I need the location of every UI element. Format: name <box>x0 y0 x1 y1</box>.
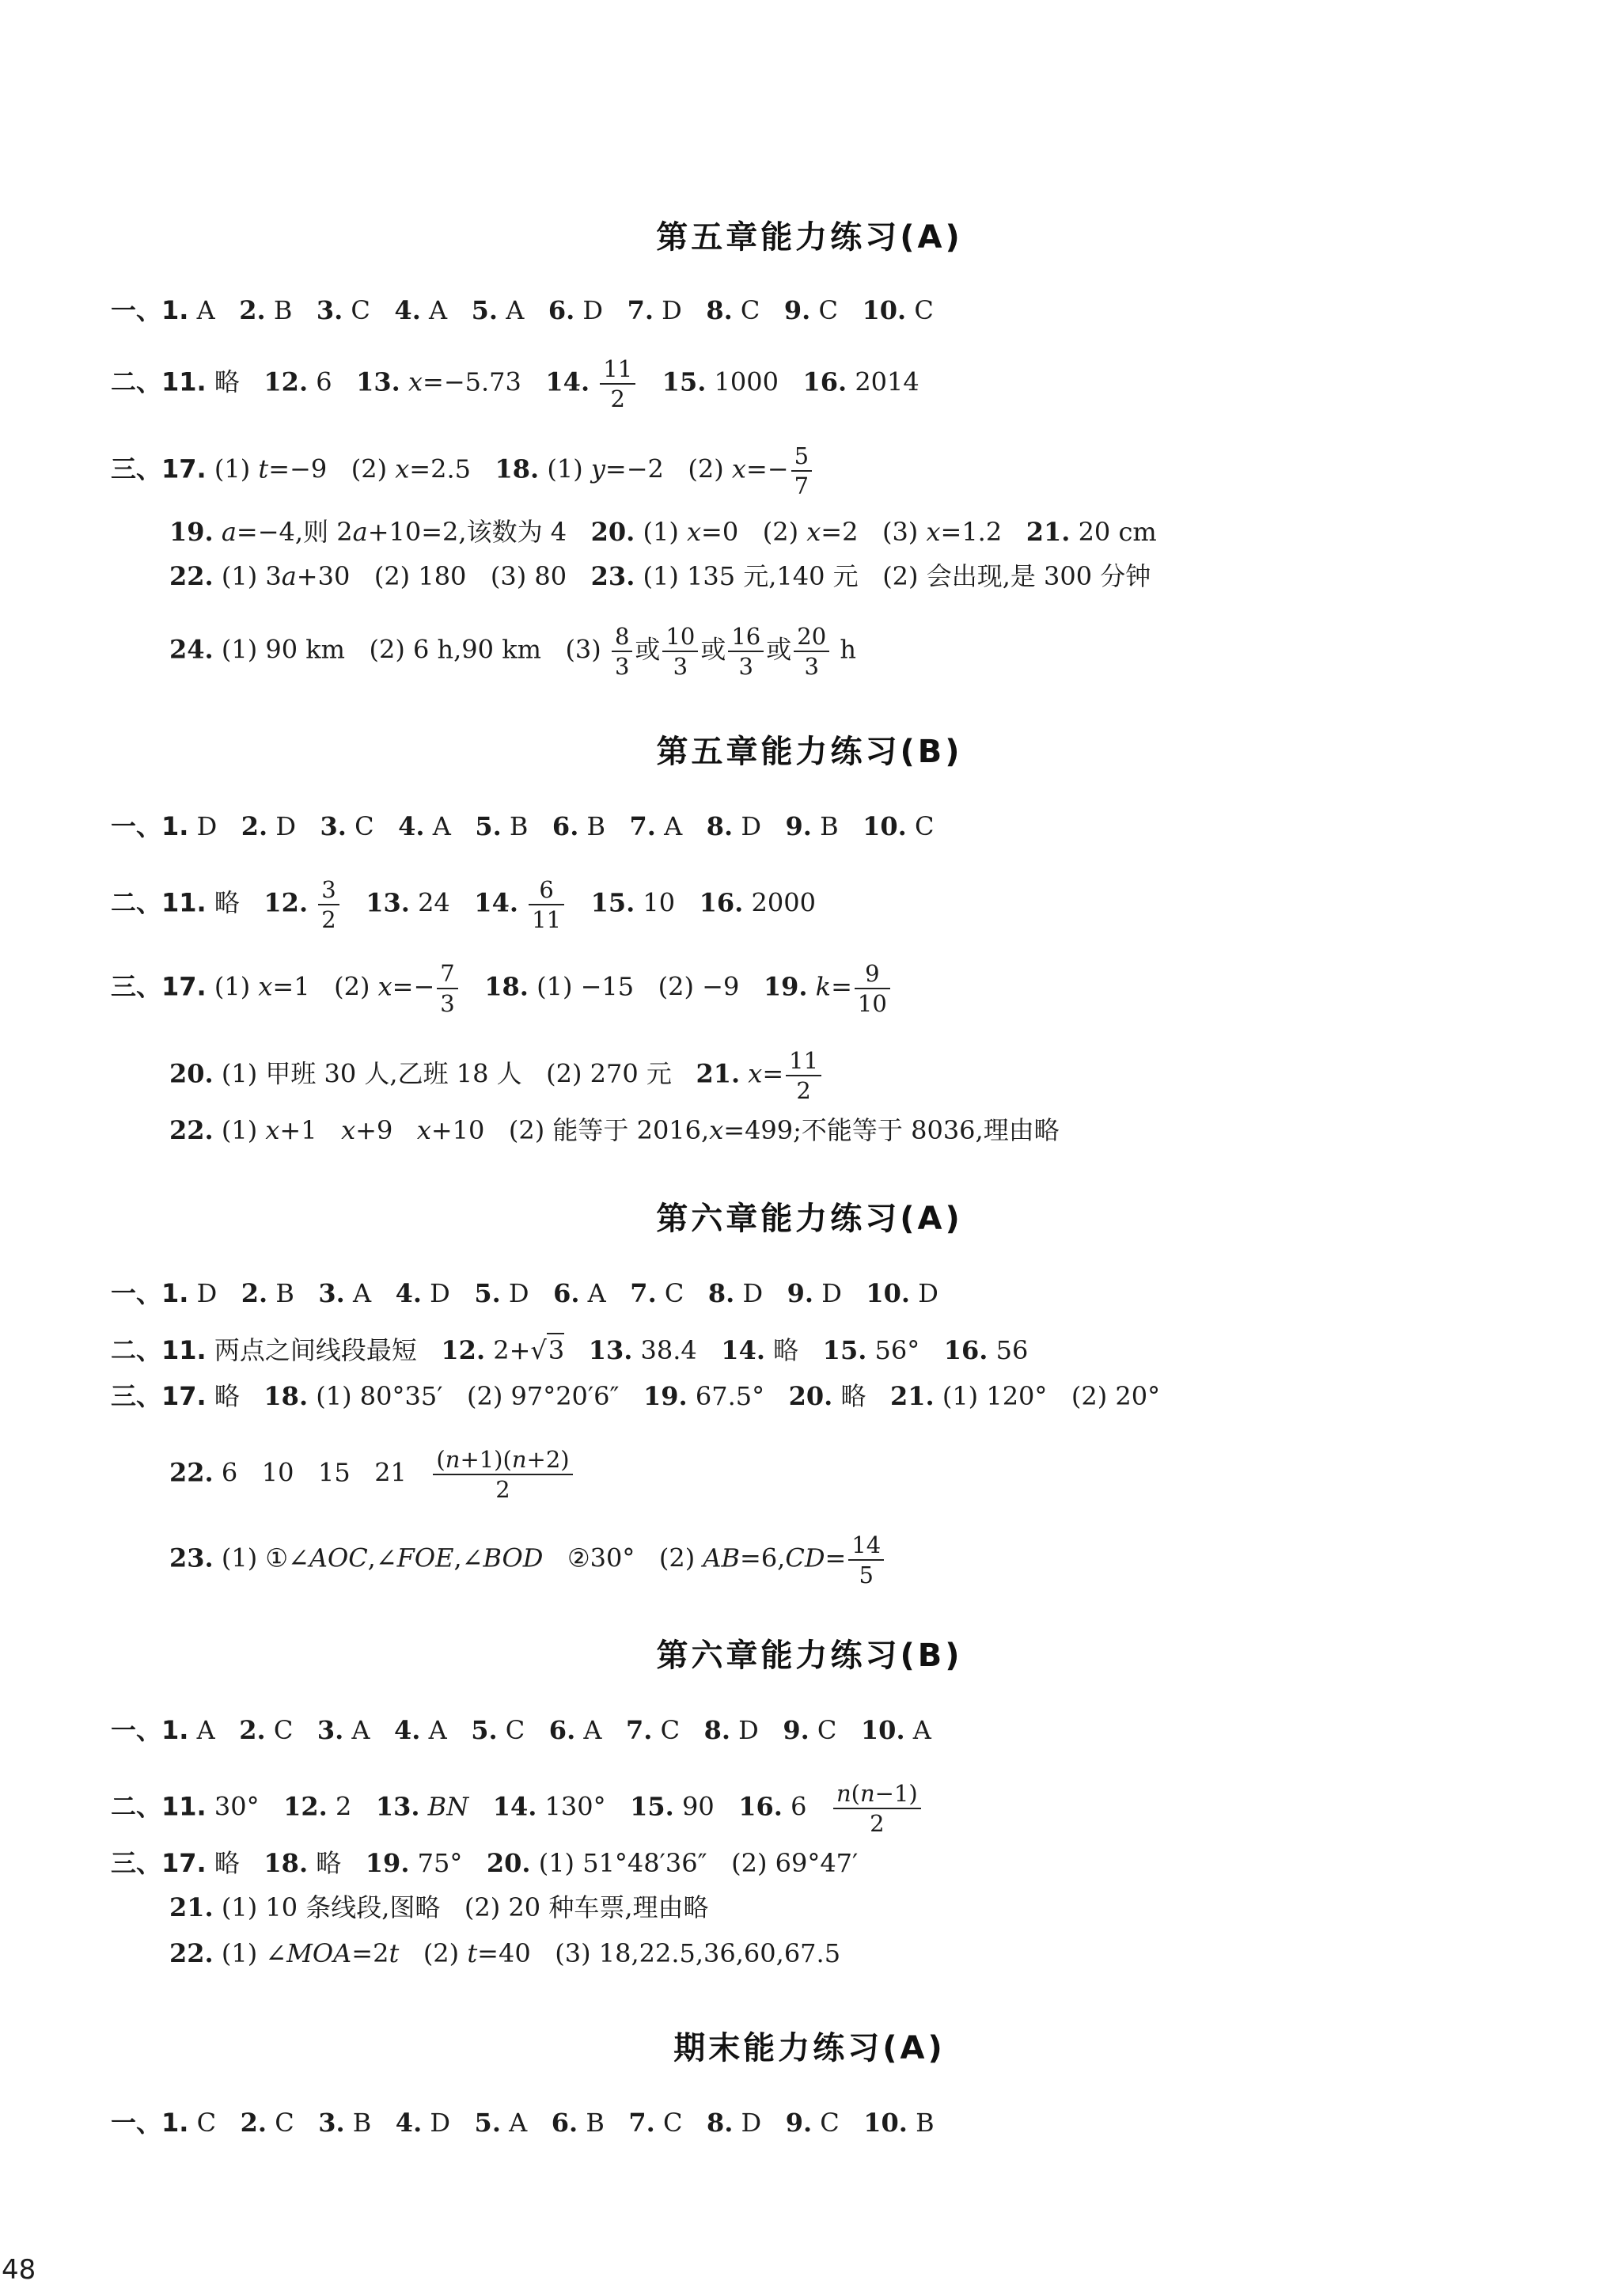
answer-line: 21. (1) 10 条线段,图略 (2) 20 种车票,理由略 <box>169 1892 709 1922</box>
page-number: 48 <box>2 2254 36 2286</box>
section-title-final-a: 期末能力练习(A) <box>673 2030 946 2066</box>
answer-line: 22. 6 10 15 21 $\frac{(n+1)(n+2)}{2}$ <box>169 1445 575 1504</box>
answer-line: 一、1. C 2. C 3. B 4. D 5. A 6. B 7. C 8. D 9. C 10. B <box>111 2108 935 2138</box>
answer-line: 20. (1) 甲班 30 人,乙班 18 人 (2) 270 元 21. x= $\frac{11}{2}$ <box>169 1046 824 1105</box>
section-title-ch5-a: 第五章能力练习(A) <box>656 219 963 256</box>
answer-line: 二、11. 略 12. $\frac{3}{2}$ 13. 24 14. $\frac{6}{11}$ 15. 10 16. 2000 <box>111 876 816 933</box>
answer-line: 二、11. 略 12. 6 13. x=−5.73 14. $\frac{11}{2}$ 15. 1000 16. 2014 <box>111 355 919 412</box>
answer-line: 22. (1) 3a+30 (2) 180 (3) 80 23. (1) 135 元,140 元 (2) 会出现,是 300 分钟 <box>169 561 1151 591</box>
answer-line: 三、17. 略 18. (1) 80°35′ (2) 97°20′6″ 19. 67.5° 20. 略 21. (1) 120° (2) 20° <box>111 1381 1161 1411</box>
section-title-ch6-b: 第六章能力练习(B) <box>656 1638 963 1674</box>
answer-line: 二、11. 30° 12. 2 13. BN 14. 130° 15. 90 16. 6 $\frac{n(n-1)}{2}$ <box>111 1779 923 1838</box>
answer-line: 一、1. A 2. B 3. C 4. A 5. A 6. D 7. D 8. C 9. C 10. C <box>111 295 934 325</box>
answer-line: 19. a=−4,则 2a+10=2,该数为 4 20. (1) x=0 (2) x=2 (3) x=1.2 21. 20 cm <box>169 517 1157 547</box>
answer-line: 三、17. (1) t=−9 (2) x=2.5 18. (1) y=−2 (2) x=− $\frac{5}{7}$ <box>111 442 814 500</box>
answer-line: 22. (1) ∠MOA=2t (2) t=40 (3) 18,22.5,36,60,67.5 <box>169 1938 841 1968</box>
answer-line: 22. (1) x+1 x+9 x+10 (2) 能等于 2016,x=499;不能等于 8036,理由略 <box>169 1115 1060 1145</box>
section-title-ch5-b: 第五章能力练习(B) <box>656 734 963 770</box>
answer-line: 一、1. D 2. D 3. C 4. A 5. B 6. B 7. A 8. D 9. B 10. C <box>111 811 935 841</box>
fraction: $\frac{11}{2}$ <box>600 355 635 413</box>
fraction: $\frac{5}{7}$ <box>791 442 812 500</box>
answer-line: 一、1. A 2. C 3. A 4. A 5. C 6. A 7. C 8. D 9. C 10. A <box>111 1715 931 1745</box>
answer-line: 三、17. 略 18. 略 19. 75° 20. (1) 51°48′36″ (2) 69°47′ <box>111 1848 859 1878</box>
answer-line: 24. (1) 90 km (2) 6 h,90 km (3) $\frac{8}{3}$ 或 $\frac{10}{3}$ 或 $\frac{16}{3}$ 或 $\frac{20}{3}$ h <box>169 623 856 680</box>
section-title-ch6-a: 第六章能力练习(A) <box>656 1201 963 1237</box>
answer-line: 23. (1) ①∠AOC,∠FOE,∠BOD ②30° (2) AB=6,CD= $\frac{14}{5}$ <box>169 1531 886 1589</box>
answer-line: 三、17. (1) x=1 (2) x=− $\frac{7}{3}$ 18. (1) −15 (2) −9 19. k= $\frac{9}{10}$ <box>111 959 893 1018</box>
answer-line: 一、1. D 2. B 3. A 4. D 5. D 6. A 7. C 8. D 9. D 10. D <box>111 1278 938 1308</box>
answer-line: 二、11. 两点之间线段最短 12. 2+√3 13. 38.4 14. 略 15. 56° 16. 56 <box>111 1333 1028 1366</box>
